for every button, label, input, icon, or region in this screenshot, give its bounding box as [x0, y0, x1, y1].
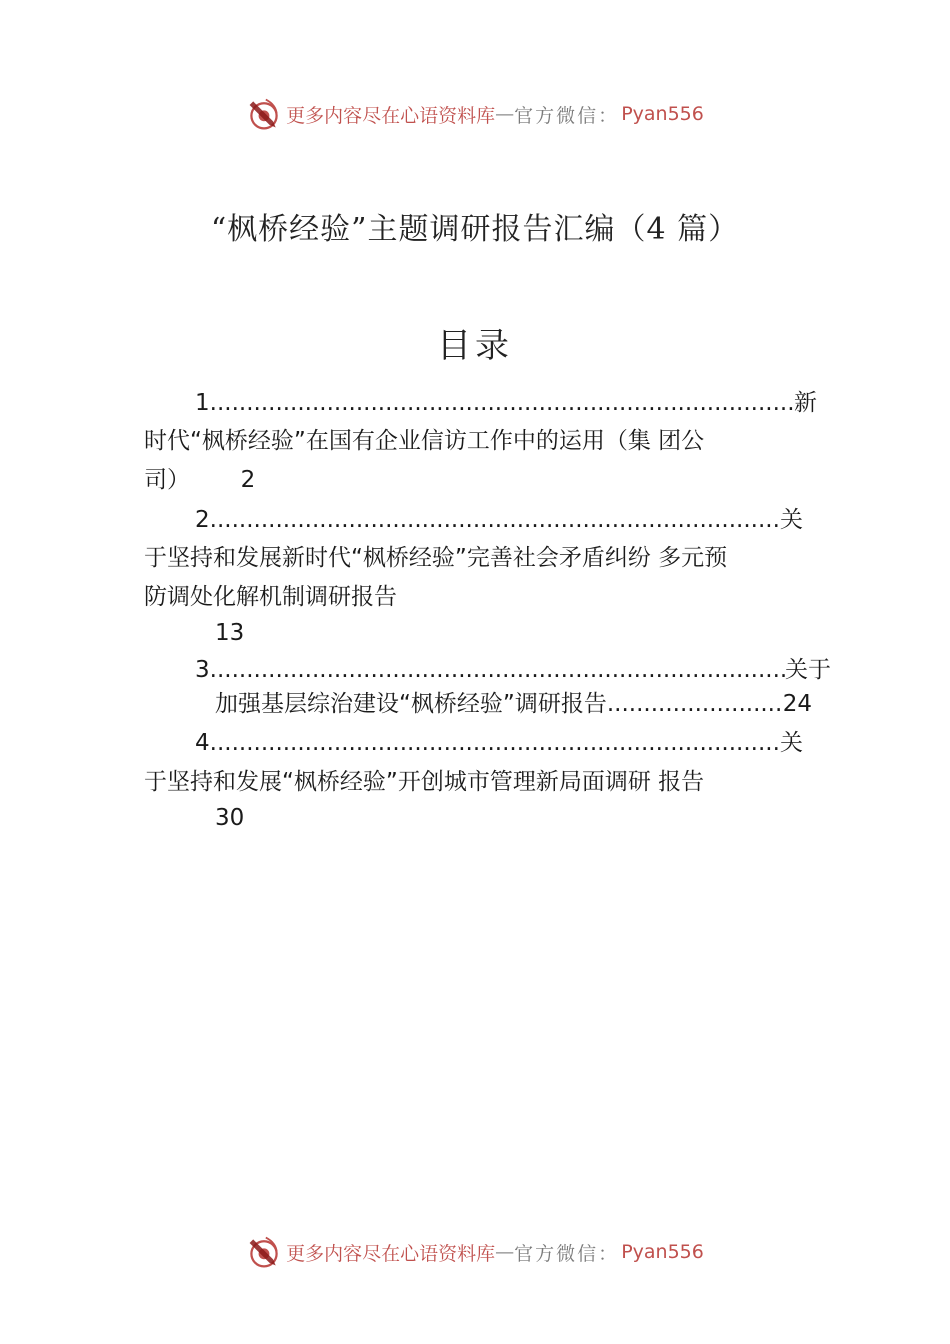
toc-entry-3-tail: 加强基层综治建设“枫桥经验”调研报告: [215, 691, 607, 717]
banner-brand-text: 更多内容尽在心语资料库: [286, 104, 496, 127]
header-banner: [0, 94, 950, 134]
banner-wechat-label: 官方微信：: [514, 104, 620, 127]
toc-entry-4-leader[interactable]: [195, 728, 803, 758]
banner-wechat-id: Pyan556: [621, 103, 704, 125]
footer-banner: [0, 1232, 950, 1272]
toc-entry-4-dots: [210, 728, 780, 758]
toc-entry-4-number: 4: [195, 730, 210, 756]
toc-entry-2-leader[interactable]: [195, 505, 803, 535]
document-title: “枫桥经验”主题调研报告汇编（4 篇）: [210, 212, 740, 247]
toc-entry-1-dots: [210, 388, 794, 418]
quill-seal-logo-icon: [246, 1234, 282, 1270]
footer-dash: —: [495, 1241, 515, 1263]
toc-entry-4-lead: 关: [780, 730, 803, 756]
footer-brand-text: 更多内容尽在心语资料库: [286, 1242, 496, 1265]
banner-dash: —: [495, 103, 515, 125]
toc-entry-2-page[interactable]: 13: [215, 620, 245, 646]
toc-entry-4-page[interactable]: 30: [215, 805, 245, 831]
toc-entry-1-line2[interactable]: 时代“枫桥经验”在国有企业信访工作中的运用（集 团公: [144, 428, 705, 454]
toc-entry-3-dots: [210, 655, 785, 685]
toc-entry-1-page: 2: [240, 467, 256, 493]
toc-entry-3-dots-2: [607, 689, 783, 719]
toc-entry-3-lead: 关于: [785, 657, 831, 683]
toc-entry-1-tail: 司）: [144, 467, 190, 493]
toc-entry-1-number: 1: [195, 390, 210, 416]
toc-entry-1-lead: 新: [794, 390, 817, 416]
toc-entry-2-line2[interactable]: 于坚持和发展新时代“枫桥经验”完善社会矛盾纠纷 多元预: [144, 545, 728, 571]
toc-entry-2-lead: 关: [780, 507, 803, 533]
toc-entry-1-leader[interactable]: [195, 388, 817, 418]
toc-entry-3-page: 24: [782, 691, 812, 717]
quill-seal-logo-icon: [246, 96, 282, 132]
toc-entry-3-leader[interactable]: [195, 655, 831, 685]
toc-entry-2-line3[interactable]: 防调处化解机制调研报告: [144, 584, 397, 610]
toc-entry-4-line2[interactable]: 于坚持和发展“枫桥经验”开创城市管理新局面调研 报告: [144, 769, 705, 795]
footer-wechat-id: Pyan556: [621, 1241, 704, 1263]
toc-entry-2-number: 2: [195, 507, 210, 533]
footer-wechat-label: 官方微信：: [514, 1242, 620, 1265]
toc-entry-3-number: 3: [195, 657, 210, 683]
toc-entry-1-line3[interactable]: [144, 465, 255, 495]
toc-entry-3-line2[interactable]: [215, 689, 812, 719]
toc-entry-2-dots: [210, 505, 780, 535]
toc-heading: 目录: [437, 326, 513, 366]
